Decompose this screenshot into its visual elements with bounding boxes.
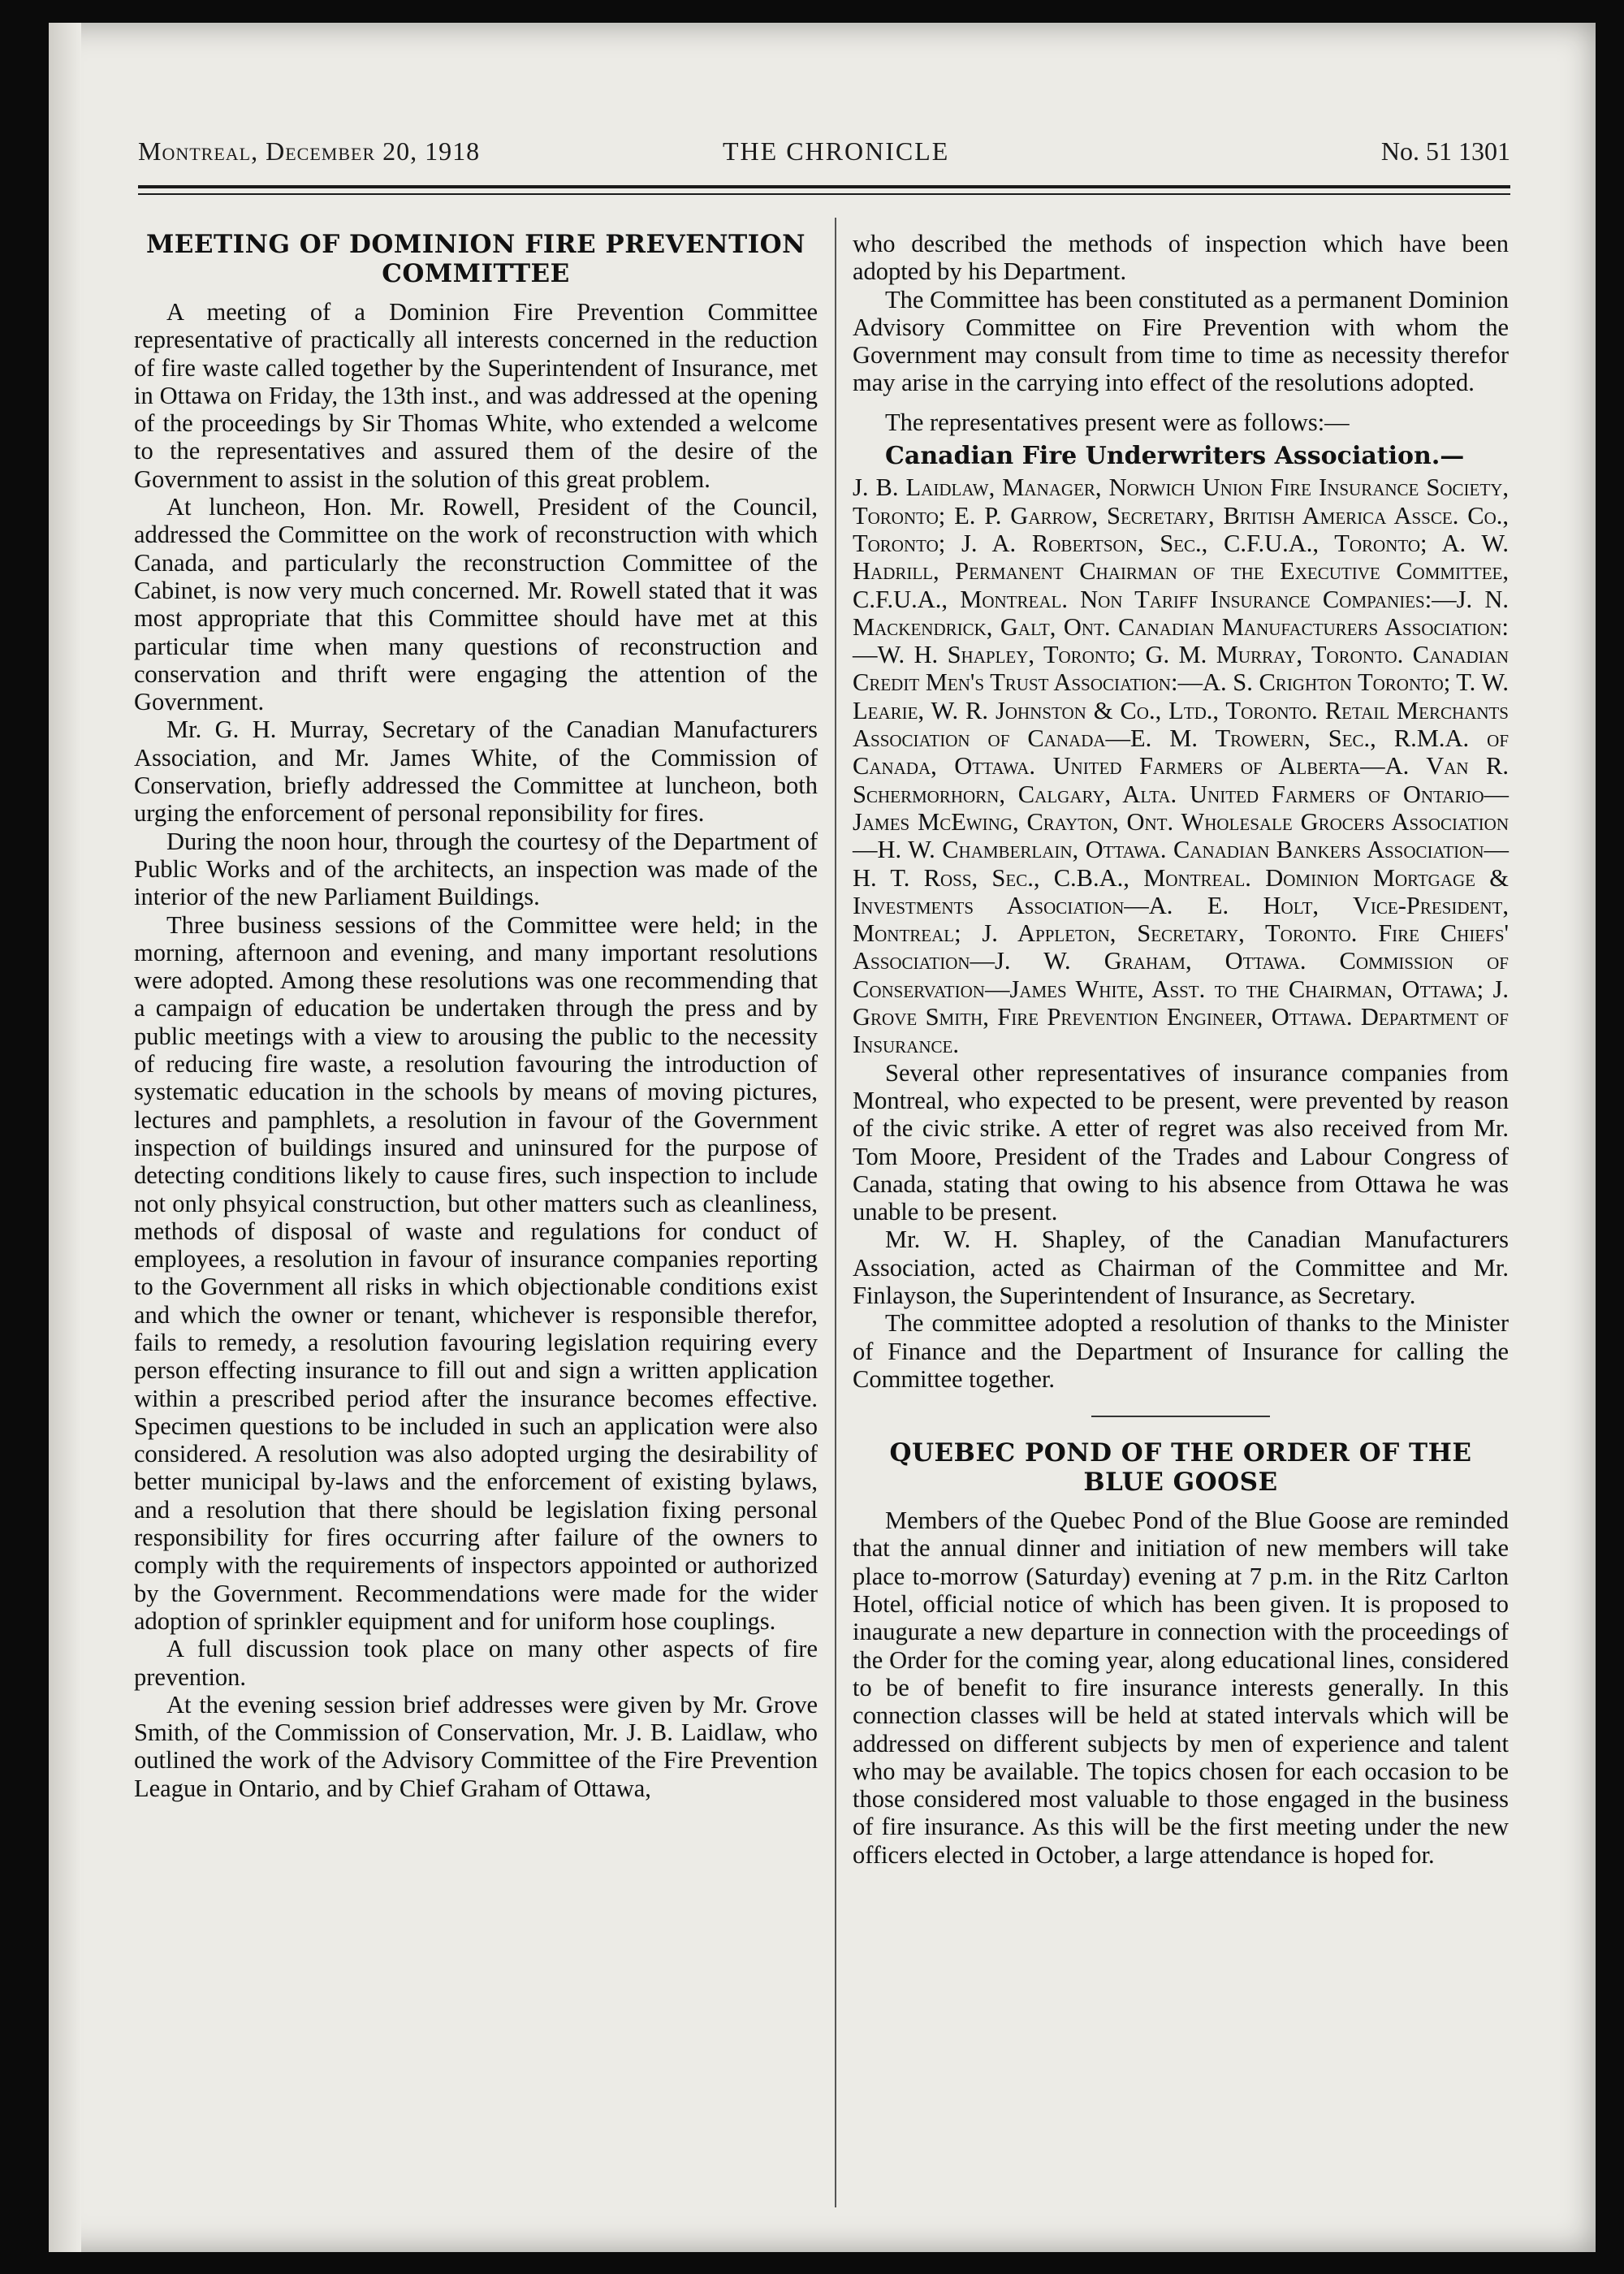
header-rule-thin [138, 193, 1510, 195]
representatives-list: J. B. Laidlaw, Manager, Norwich Union Fire Insurance Society, Toronto; E. P. Garrow, Secretary, British America Assce. Co., Toronto; J. A. Robertson, Sec., C.F.U.A., Toronto; A. W. Hadrill, Permanent Chairman of the Executive Committee, C.F.U.A., Montreal. Non Tariff Insurance Companies:—J. N. Mackendrick, Galt, Ont. Canadian Manufacturers Association:—W. H. Shapley, Toronto; G. M. Murray, Toronto. Canadian Credit Men's Trust Association:—A. S. Crighton Toronto; T. W. Learie, W. R. Johnston & Co., Ltd., Toronto. Retail Merchants Association of Canada—E. M. Trowern, Sec., R.M.A. of Canada, Ottawa. United Farmers of Alberta—A. Van R. Schermorhorn, Calgary, Alta. United Farmers of Ontario—James McEwing, Crayton, Ont. Wholesale Grocers Association—H. W. Chamberlain, Ottawa. Canadian Bankers Association—H. T. Ross, Sec., C.B.A., Montreal. Dominion Mortgage & Investments Association—A. E. Holt, Vice-President, Montreal; J. Appleton, Secretary, Toronto. Fire Chiefs' Association—J. W. Graham, Ottawa. Commission of Conservation—James White, Asst. to the Chairman, Ottawa; J. Grove Smith, Fire Prevention Engineer, Ottawa. Department of Insurance. [853, 473, 1509, 1059]
article-paragraph: Members of the Quebec Pond of the Blue Goose are reminded that the annual dinner and initiation of new members will take place to-morrow (Saturday) evening at 7 p.m. in the Ritz Carlton Hotel, official notice of which has been given. It is proposed to inaugurate a new departure in connection with the proceedings of the Order for the coming year, along educational lines, considered to be of benefit to fire insurance interests generally. In this connection classes will be held at stated intervals which will be addressed on different subjects by men of experience and talent who may be available. The topics chosen for each occasion to be those considered most valuable to those engaged in the business of fire insurance. As this will be the first meeting under the new officers elected in October, a large attendance is hoped for. [853, 1507, 1509, 1869]
article-paragraph: Mr. W. H. Shapley, of the Canadian Manufacturers Association, acted as Chairman of the Committee and Mr. Finlayson, the Superintendent of Insurance, as Secretary. [853, 1226, 1509, 1309]
article-paragraph-continued: who described the methods of inspection which have been adopted by his Department. [853, 230, 1509, 286]
header-rule-thick [138, 185, 1510, 188]
page-edge-shadow [49, 23, 81, 2252]
article-title-fire-prevention: MEETING OF DOMINION FIRE PREVENTION COMMITTEE [145, 230, 806, 288]
article-paragraph: The representatives present were as follows:— [885, 408, 1350, 436]
column-divider [835, 218, 836, 2207]
article-paragraph: At luncheon, Hon. Mr. Rowell, President of the Council, addressed the Committee on the work of reconstruction with which Canada, and particularly the reconstruction Committee of the Cabinet, is now very much concerned. Mr. Rowell stated that it was most appropriate that this Committee should have met at this particular time when many questions of reconstruction and conservation and thrift were engaging the attention of the Government. [134, 493, 818, 716]
article-paragraph: The committee adopted a resolution of thanks to the Minister of Finance and the Department of Insurance for calling the Committee together. [853, 1309, 1509, 1393]
article-paragraph: Mr. G. H. Murray, Secretary of the Canadian Manufacturers Association, and Mr. James White, of the Commission of Conservation, briefly addressed the Committee at luncheon, both urging the enforcement of personal reponsibility for fires. [134, 715, 818, 828]
header-publication-title: THE CHRONICLE [723, 136, 950, 166]
representatives-subhead: Canadian Fire Underwriters Association.— [885, 442, 1465, 471]
article-title-blue-goose: QUEBEC POND OF THE ORDER OF THE BLUE GOOSE [889, 1438, 1472, 1498]
left-column [134, 230, 818, 1802]
article-paragraph: The Committee has been constituted as a permanent Dominion Advisory Committee on Fire Prevention with whom the Government may consult from time to time as necessity therefor may arise in the carrying into effect of the resolutions adopted. [853, 285, 1509, 397]
right-column [853, 230, 1509, 1869]
article-paragraph: A meeting of a Dominion Fire Prevention Committee representative of practically all interests concerned in the reduction of fire waste called together by the Superintendent of Insurance, met in Ottawa on Friday, the 13th inst., and was addressed at the opening of the proceedings by Sir Thomas White, who extended a welcome to the representatives and assured them of the desire of the Government to assist in the solution of this great problem. [134, 298, 818, 493]
article-paragraph: Several other representatives of insurance companies from Montreal, who expected to be present, were prevented by reason of the civic strike. A etter of regret was also received from Mr. Tom Moore, President of the Trades and Labour Congress of Canada, stating that owing to his absence from Ottawa he was unable to be present. [853, 1058, 1509, 1226]
article-paragraph: A full discussion took place on many other aspects of fire prevention. [134, 1635, 818, 1691]
running-header [138, 136, 1510, 177]
newspaper-page [49, 23, 1596, 2252]
header-issue-page: No. 51 1301 [1380, 136, 1510, 166]
article-paragraph: At the evening session brief addresses were given by Mr. Grove Smith, of the Commission of Conservation, Mr. J. B. Laidlaw, who outlined the work of the Advisory Committee of the Fire Prevention League in Ontario, and by Chief Graham of Ottawa, [134, 1690, 818, 1802]
section-divider [1091, 1416, 1270, 1417]
header-dateline: Montreal, December 20, 1918 [138, 136, 481, 166]
article-paragraph: During the noon hour, through the courtesy of the Department of Public Works and of the architects, an inspection was made of the interior of the new Parliament Buildings. [134, 827, 818, 911]
article-paragraph: Three business sessions of the Committee were held; in the morning, afternoon and evening, and many important resolutions were adopted. Among these resolutions was one recommending that a campaign of education be undertaken through the press and by public meetings with a view to arousing the public to the necessity of reducing fire waste, a resolution favouring the introduction of systematic education in the schools by means of moving pictures, lectures and pamphlets, a resolution in favour of the Government inspection of buildings insured and uninsured for the purpose of detecting conditions likely to cause fires, such inspection to include not only phsyical construction, but other matters such as cleanliness, methods of disposal of waste and regulations for conduct of employees, a resolution in favour of insurance companies reporting to the Government all risks in which objectionable conditions exist and which the owner or tenant, whichever is responsible therefor, fails to remedy, a resolution favouring legislation requiring every person effecting insurance to fill out and sign a written application within a prescribed period after the insurance becomes effective. Specimen questions to be included in such an application were also considered. A resolution was also adopted urging the desirability of better municipal by-laws and the enforcement of existing bylaws, and a resolution that there should be legislation fixing personal responsibility for fires occurring after failure of the owners to comply with the requirements of inspectors appointed or authorized by the Government. Recommendations were made for the wider adoption of sprinkler equipment and for uniform hose couplings. [134, 910, 818, 1635]
